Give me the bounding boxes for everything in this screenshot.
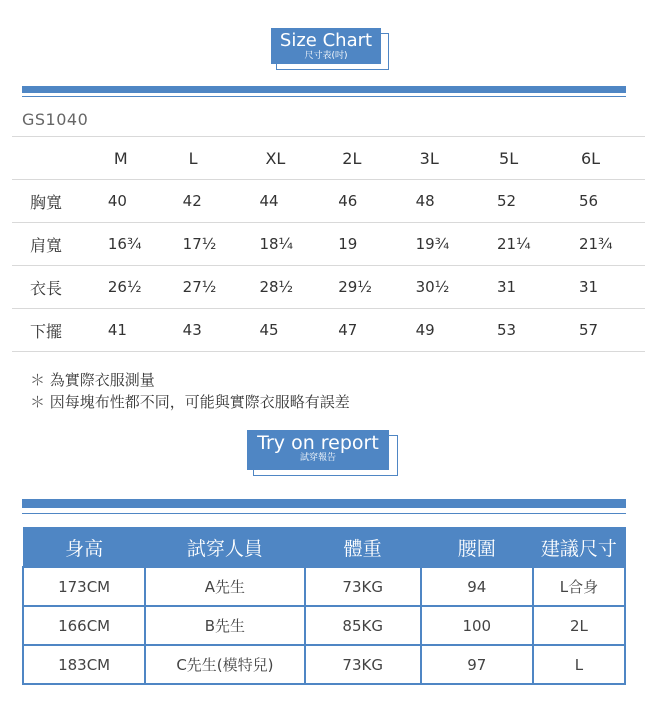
size-chart-table: [12, 136, 645, 352]
size-row: [12, 266, 645, 309]
size-row-label: 衣長: [12, 266, 96, 309]
size-chart-title: Size Chart: [279, 30, 373, 51]
try-header-height: 身高: [23, 528, 145, 568]
try-header-size: 建議尺寸: [533, 528, 625, 568]
try-header-waist: 腰圍: [421, 528, 533, 568]
size-header: L: [177, 137, 252, 180]
size-cell: 31: [483, 266, 563, 309]
bottom-divider-thin: [22, 513, 626, 514]
size-cell: 29½: [328, 266, 405, 309]
try-cell-waist: 100: [421, 606, 533, 645]
size-cell: 42: [177, 180, 252, 223]
size-cell: 31: [563, 266, 645, 309]
size-cell: 52: [483, 180, 563, 223]
size-cell: 41: [96, 309, 177, 352]
top-divider-thin: [22, 96, 626, 97]
try-on-table: [22, 527, 626, 685]
try-on-title: Try on report: [257, 432, 379, 454]
size-header-row: [12, 137, 645, 180]
size-cell: 53: [483, 309, 563, 352]
try-cell-weight: 85KG: [305, 606, 421, 645]
size-cell: 17½: [177, 223, 252, 266]
size-row: [12, 309, 645, 352]
size-row-label: 下擺: [12, 309, 96, 352]
try-on-subtitle: 試穿報告: [299, 453, 336, 463]
try-cell-weight: 73KG: [305, 645, 421, 684]
size-cell: 18¼: [251, 223, 328, 266]
size-cell: 26½: [96, 266, 177, 309]
try-cell-waist: 94: [421, 567, 533, 606]
try-header-person: 試穿人員: [145, 528, 304, 568]
try-cell-weight: 73KG: [305, 567, 421, 606]
size-cell: 57: [563, 309, 645, 352]
note-line: ＊ 為實際衣服測量: [30, 369, 350, 391]
try-cell-height: 166CM: [23, 606, 145, 645]
size-cell: 56: [563, 180, 645, 223]
try-on-badge: [247, 430, 397, 476]
size-cell: 28½: [251, 266, 328, 309]
size-cell: 46: [328, 180, 405, 223]
size-row-label: 胸寬: [12, 180, 96, 223]
size-cell: 40: [96, 180, 177, 223]
size-header-blank: [12, 137, 96, 180]
try-cell-height: 173CM: [23, 567, 145, 606]
size-row-label: 肩寬: [12, 223, 96, 266]
try-cell-size: L合身: [533, 567, 625, 606]
try-cell-person: B先生: [145, 606, 304, 645]
try-cell-waist: 97: [421, 645, 533, 684]
note-line: ＊ 因每塊布性都不同，可能與實際衣服略有誤差: [30, 391, 350, 413]
size-cell: 21¼: [483, 223, 563, 266]
try-cell-person: C先生(模特兒): [145, 645, 304, 684]
bottom-divider-bar: [22, 499, 626, 508]
model-number: GS1040: [22, 110, 89, 129]
measurement-notes: [30, 369, 350, 413]
top-divider-bar: [22, 86, 626, 93]
size-cell: 49: [406, 309, 483, 352]
size-row: [12, 180, 645, 223]
size-cell: 19: [328, 223, 405, 266]
size-header: 6L: [563, 137, 645, 180]
size-cell: 27½: [177, 266, 252, 309]
size-cell: 45: [251, 309, 328, 352]
try-cell-person: A先生: [145, 567, 304, 606]
size-cell: 48: [406, 180, 483, 223]
size-header: XL: [251, 137, 328, 180]
size-row: [12, 223, 645, 266]
try-cell-size: L: [533, 645, 625, 684]
try-row: [23, 567, 625, 606]
try-header-row: [23, 528, 625, 568]
size-chart-subtitle: 尺寸表(吋): [304, 51, 348, 61]
top-divider-dots-left: [28, 83, 86, 86]
size-cell: 47: [328, 309, 405, 352]
size-header: 3L: [406, 137, 483, 180]
size-cell: 43: [177, 309, 252, 352]
try-row: [23, 606, 625, 645]
try-cell-height: 183CM: [23, 645, 145, 684]
try-cell-size: 2L: [533, 606, 625, 645]
try-row: [23, 645, 625, 684]
try-header-weight: 體重: [305, 528, 421, 568]
size-cell: 44: [251, 180, 328, 223]
size-header: M: [96, 137, 177, 180]
size-chart-badge: [271, 28, 389, 70]
size-cell: 30½: [406, 266, 483, 309]
top-divider-dots-right: [550, 83, 618, 86]
size-header: 2L: [328, 137, 405, 180]
size-cell: 19¾: [406, 223, 483, 266]
size-header: 5L: [483, 137, 563, 180]
size-cell: 16¾: [96, 223, 177, 266]
size-cell: 21¾: [563, 223, 645, 266]
